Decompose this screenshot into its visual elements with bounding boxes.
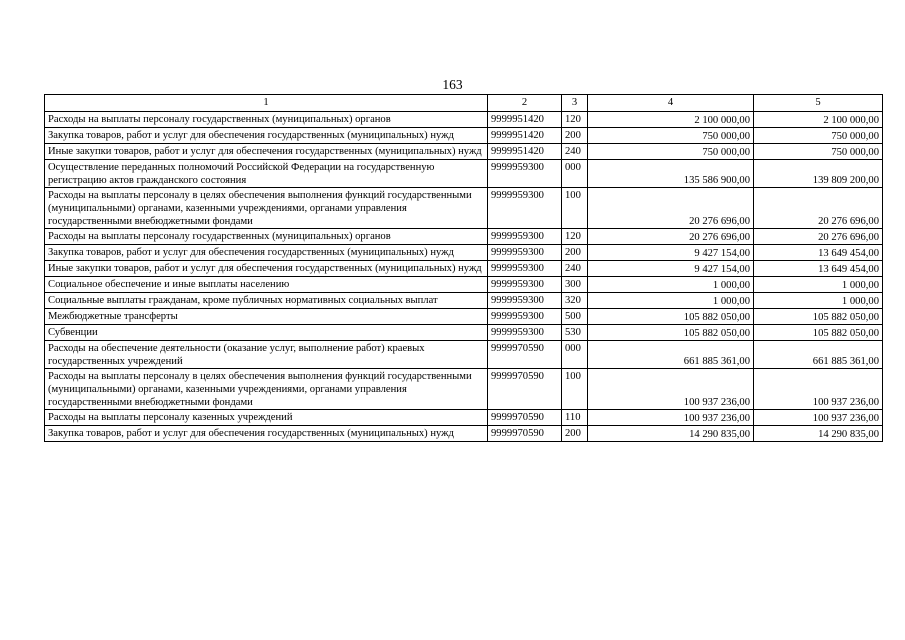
- target-code: 9999951420: [488, 144, 562, 160]
- table-row: [45, 341, 883, 369]
- column-header: 5: [754, 95, 883, 112]
- expense-name: Межбюджетные трансферты: [45, 309, 488, 325]
- expense-type-code: 240: [562, 144, 588, 160]
- table-row: [45, 128, 883, 144]
- table-row: [45, 229, 883, 245]
- target-code: 9999970590: [488, 369, 562, 410]
- expense-name: Субвенции: [45, 325, 488, 341]
- table-row: [45, 144, 883, 160]
- expense-type-code: 120: [562, 229, 588, 245]
- amount-col5: 20 276 696,00: [754, 229, 883, 245]
- amount-col5: 100 937 236,00: [754, 369, 883, 410]
- expense-type-code: 240: [562, 261, 588, 277]
- table-row: [45, 369, 883, 410]
- page-number: 163: [442, 77, 463, 92]
- table-row: [45, 261, 883, 277]
- amount-col5: 20 276 696,00: [754, 188, 883, 229]
- expense-type-code: 200: [562, 426, 588, 442]
- expense-type-code: 000: [562, 341, 588, 369]
- target-code: 9999959300: [488, 309, 562, 325]
- expense-name: Расходы на выплаты персоналу в целях обеспечения выполнения функций государственными (муниципальными) органами, казенными учреждениями, органами управления государственными внебюджетными фондами: [45, 369, 488, 410]
- expense-type-code: 320: [562, 293, 588, 309]
- amount-col5: 661 885 361,00: [754, 341, 883, 369]
- expense-name: Закупка товаров, работ и услуг для обеспечения государственных (муниципальных) нужд: [45, 426, 488, 442]
- expense-name: Расходы на обеспечение деятельности (оказание услуг, выполнение работ) краевых государственных учреждений: [45, 341, 488, 369]
- amount-col4: 1 000,00: [588, 277, 754, 293]
- amount-col5: 105 882 050,00: [754, 325, 883, 341]
- amount-col4: 20 276 696,00: [588, 188, 754, 229]
- amount-col5: 2 100 000,00: [754, 112, 883, 128]
- amount-col4: 14 290 835,00: [588, 426, 754, 442]
- expense-name: Расходы на выплаты персоналу казенных учреждений: [45, 410, 488, 426]
- expense-type-code: 200: [562, 245, 588, 261]
- amount-col4: 100 937 236,00: [588, 410, 754, 426]
- target-code: 9999959300: [488, 229, 562, 245]
- expense-name: Социальные выплаты гражданам, кроме публичных нормативных социальных выплат: [45, 293, 488, 309]
- amount-col4: 9 427 154,00: [588, 261, 754, 277]
- amount-col4: 20 276 696,00: [588, 229, 754, 245]
- expense-name: Закупка товаров, работ и услуг для обеспечения государственных (муниципальных) нужд: [45, 245, 488, 261]
- target-code: 9999959300: [488, 160, 562, 188]
- target-code: 9999959300: [488, 245, 562, 261]
- column-header: 1: [45, 95, 488, 112]
- expense-type-code: 100: [562, 188, 588, 229]
- budget-table: [44, 94, 883, 442]
- amount-col4: 135 586 900,00: [588, 160, 754, 188]
- expense-name: Закупка товаров, работ и услуг для обеспечения государственных (муниципальных) нужд: [45, 128, 488, 144]
- expense-name: Расходы на выплаты персоналу государственных (муниципальных) органов: [45, 229, 488, 245]
- amount-col5: 1 000,00: [754, 277, 883, 293]
- amount-col5: 105 882 050,00: [754, 309, 883, 325]
- table-row: [45, 293, 883, 309]
- expense-type-code: 200: [562, 128, 588, 144]
- expense-type-code: 300: [562, 277, 588, 293]
- amount-col5: 750 000,00: [754, 144, 883, 160]
- expense-name: Расходы на выплаты персоналу государственных (муниципальных) органов: [45, 112, 488, 128]
- expense-type-code: 120: [562, 112, 588, 128]
- amount-col4: 100 937 236,00: [588, 369, 754, 410]
- table-row: [45, 112, 883, 128]
- expense-name: Осуществление переданных полномочий Российской Федерации на государственную регистрацию актов гражданского состояния: [45, 160, 488, 188]
- amount-col5: 14 290 835,00: [754, 426, 883, 442]
- expense-type-code: 530: [562, 325, 588, 341]
- column-header: 3: [562, 95, 588, 112]
- target-code: 9999970590: [488, 341, 562, 369]
- table-row: [45, 188, 883, 229]
- column-header: 2: [488, 95, 562, 112]
- amount-col4: 105 882 050,00: [588, 325, 754, 341]
- table-row: [45, 325, 883, 341]
- amount-col5: 13 649 454,00: [754, 261, 883, 277]
- target-code: 9999959300: [488, 277, 562, 293]
- amount-col5: 750 000,00: [754, 128, 883, 144]
- target-code: 9999959300: [488, 188, 562, 229]
- amount-col4: 2 100 000,00: [588, 112, 754, 128]
- amount-col4: 9 427 154,00: [588, 245, 754, 261]
- target-code: 9999970590: [488, 410, 562, 426]
- target-code: 9999951420: [488, 128, 562, 144]
- amount-col5: 139 809 200,00: [754, 160, 883, 188]
- table-row: [45, 309, 883, 325]
- expense-name: Расходы на выплаты персоналу в целях обеспечения выполнения функций государственными (муниципальными) органами, казенными учреждениями, органами управления государственными внебюджетными фондами: [45, 188, 488, 229]
- expense-name: Иные закупки товаров, работ и услуг для обеспечения государственных (муниципальных) нужд: [45, 261, 488, 277]
- expense-type-code: 110: [562, 410, 588, 426]
- amount-col4: 661 885 361,00: [588, 341, 754, 369]
- expense-type-code: 000: [562, 160, 588, 188]
- expense-type-code: 100: [562, 369, 588, 410]
- expense-name: Социальное обеспечение и иные выплаты населению: [45, 277, 488, 293]
- target-code: 9999959300: [488, 261, 562, 277]
- expense-type-code: 500: [562, 309, 588, 325]
- target-code: 9999970590: [488, 426, 562, 442]
- table-row: [45, 426, 883, 442]
- amount-col4: 750 000,00: [588, 128, 754, 144]
- target-code: 9999951420: [488, 112, 562, 128]
- target-code: 9999959300: [488, 293, 562, 309]
- table-header-row: [45, 95, 883, 112]
- table-row: [45, 245, 883, 261]
- column-header: 4: [588, 95, 754, 112]
- amount-col4: 105 882 050,00: [588, 309, 754, 325]
- amount-col5: 13 649 454,00: [754, 245, 883, 261]
- table-row: [45, 160, 883, 188]
- expense-name: Иные закупки товаров, работ и услуг для обеспечения государственных (муниципальных) нужд: [45, 144, 488, 160]
- amount-col5: 1 000,00: [754, 293, 883, 309]
- table-row: [45, 277, 883, 293]
- target-code: 9999959300: [488, 325, 562, 341]
- amount-col4: 750 000,00: [588, 144, 754, 160]
- table-row: [45, 410, 883, 426]
- amount-col5: 100 937 236,00: [754, 410, 883, 426]
- amount-col4: 1 000,00: [588, 293, 754, 309]
